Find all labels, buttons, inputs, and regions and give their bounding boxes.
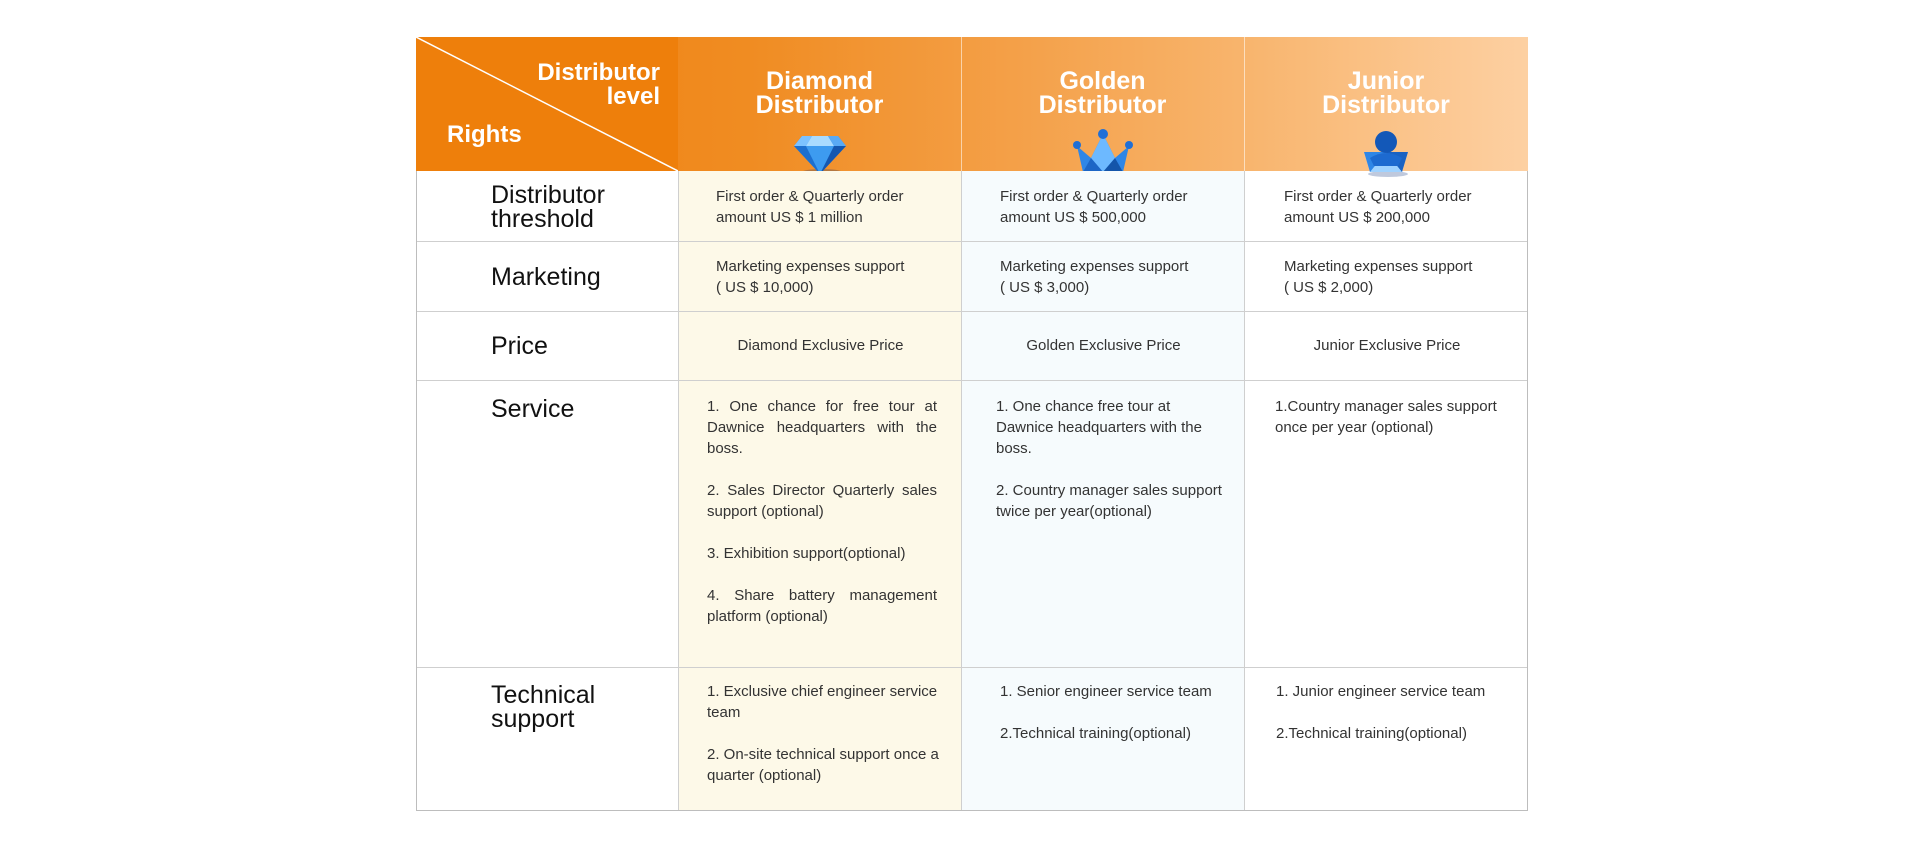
cell-line: amount US $ 200,000	[1284, 209, 1430, 226]
cell-price-golden: Golden Exclusive Price	[1026, 337, 1181, 354]
row-label-price: Price	[491, 332, 548, 360]
cell-line: ( US $ 3,000)	[1000, 279, 1090, 296]
cell-line: Marketing expenses support	[1000, 258, 1189, 275]
row-label-technical	[491, 683, 595, 731]
column-title-line1: Junior	[1347, 67, 1425, 95]
technical-item: 1. Senior engineer service team	[1000, 683, 1212, 700]
cell-marketing-junior	[1284, 256, 1508, 298]
corner-header-cell	[416, 37, 678, 171]
row-label-line2: threshold	[491, 205, 594, 233]
cell-threshold-golden	[1000, 186, 1224, 228]
corner-top-line1: Distributor	[537, 59, 660, 86]
service-item: 1.Country manager sales support once per year (optional)	[1275, 398, 1497, 436]
service-item: 2. Sales Director Quarterly sales support (optional)	[707, 482, 937, 520]
corner-top-line2: level	[606, 83, 660, 110]
column-title-line2: Distributor	[1038, 91, 1167, 119]
diamond-distributor-header	[678, 37, 961, 171]
diamond-icon	[792, 128, 848, 176]
cell-line: ( US $ 10,000)	[716, 279, 814, 296]
column-title-line2: Distributor	[755, 91, 884, 119]
cell-threshold-diamond	[716, 186, 940, 228]
cell-technical-diamond	[707, 681, 941, 786]
cell-line: First order & Quarterly order	[1000, 188, 1188, 205]
technical-item: 2.Technical training(optional)	[1000, 725, 1191, 742]
cell-price-junior: Junior Exclusive Price	[1313, 337, 1461, 354]
service-item: 4. Share battery management platform (optional)	[707, 587, 937, 625]
cell-line: amount US $ 1 million	[716, 209, 863, 226]
cell-marketing-diamond	[716, 256, 940, 298]
technical-item: 2.Technical training(optional)	[1276, 725, 1467, 742]
technical-item: 1. Exclusive chief engineer service team	[707, 683, 938, 721]
row-label-threshold	[491, 183, 605, 231]
cell-technical-golden	[1000, 681, 1230, 744]
header-separator	[1244, 37, 1245, 171]
row-label-marketing: Marketing	[491, 263, 601, 291]
table-body	[416, 171, 1528, 811]
cell-line: First order & Quarterly order	[716, 188, 904, 205]
row-label-line2: support	[491, 705, 575, 733]
row-label-line1: Technical	[491, 681, 596, 709]
cell-line: ( US $ 2,000)	[1284, 279, 1374, 296]
row-divider	[417, 667, 1527, 668]
service-item: 1. One chance for free tour at Dawnice headquarters with the boss.	[707, 398, 937, 457]
column-title-line1: Diamond	[766, 67, 873, 95]
header-separator	[961, 37, 962, 171]
row-divider	[417, 380, 1527, 381]
technical-item: 2. On-site technical support once a quarter (optional)	[707, 746, 939, 784]
cell-line: Marketing expenses support	[1284, 258, 1473, 275]
column-title-line1: Golden	[1059, 67, 1146, 95]
cell-service-junior	[1275, 396, 1511, 438]
row-divider	[417, 241, 1527, 242]
cell-line: amount US $ 500,000	[1000, 209, 1146, 226]
column-title-line2: Distributor	[1322, 91, 1450, 119]
junior-distributor-header	[1244, 37, 1528, 171]
service-item: 3. Exhibition support(optional)	[707, 545, 906, 562]
distributor-rights-table	[416, 37, 1528, 811]
cell-line: First order & Quarterly order	[1284, 188, 1472, 205]
technical-item: 1. Junior engineer service team	[1276, 683, 1486, 700]
cell-service-diamond	[707, 396, 937, 627]
row-label-line1: Distributor	[491, 181, 605, 209]
cell-service-golden	[996, 396, 1228, 522]
column-divider	[961, 171, 962, 810]
rights-heading: Rights	[447, 121, 522, 148]
row-label-service: Service	[491, 395, 575, 423]
cell-price-diamond: Diamond Exclusive Price	[737, 337, 904, 354]
column-divider	[1244, 171, 1245, 810]
row-divider	[417, 311, 1527, 312]
cell-threshold-junior	[1284, 186, 1508, 228]
service-item: 1. One chance free tour at Dawnice headquarters with the boss.	[996, 398, 1202, 457]
service-item: 2. Country manager sales support twice per year(optional)	[996, 482, 1222, 520]
table-header	[416, 37, 1528, 171]
golden-distributor-header	[961, 37, 1244, 171]
cell-technical-junior	[1276, 681, 1506, 744]
cell-marketing-golden	[1000, 256, 1224, 298]
cell-line: Marketing expenses support	[716, 258, 905, 275]
distributor-level-heading	[537, 61, 660, 109]
column-divider	[678, 171, 679, 810]
